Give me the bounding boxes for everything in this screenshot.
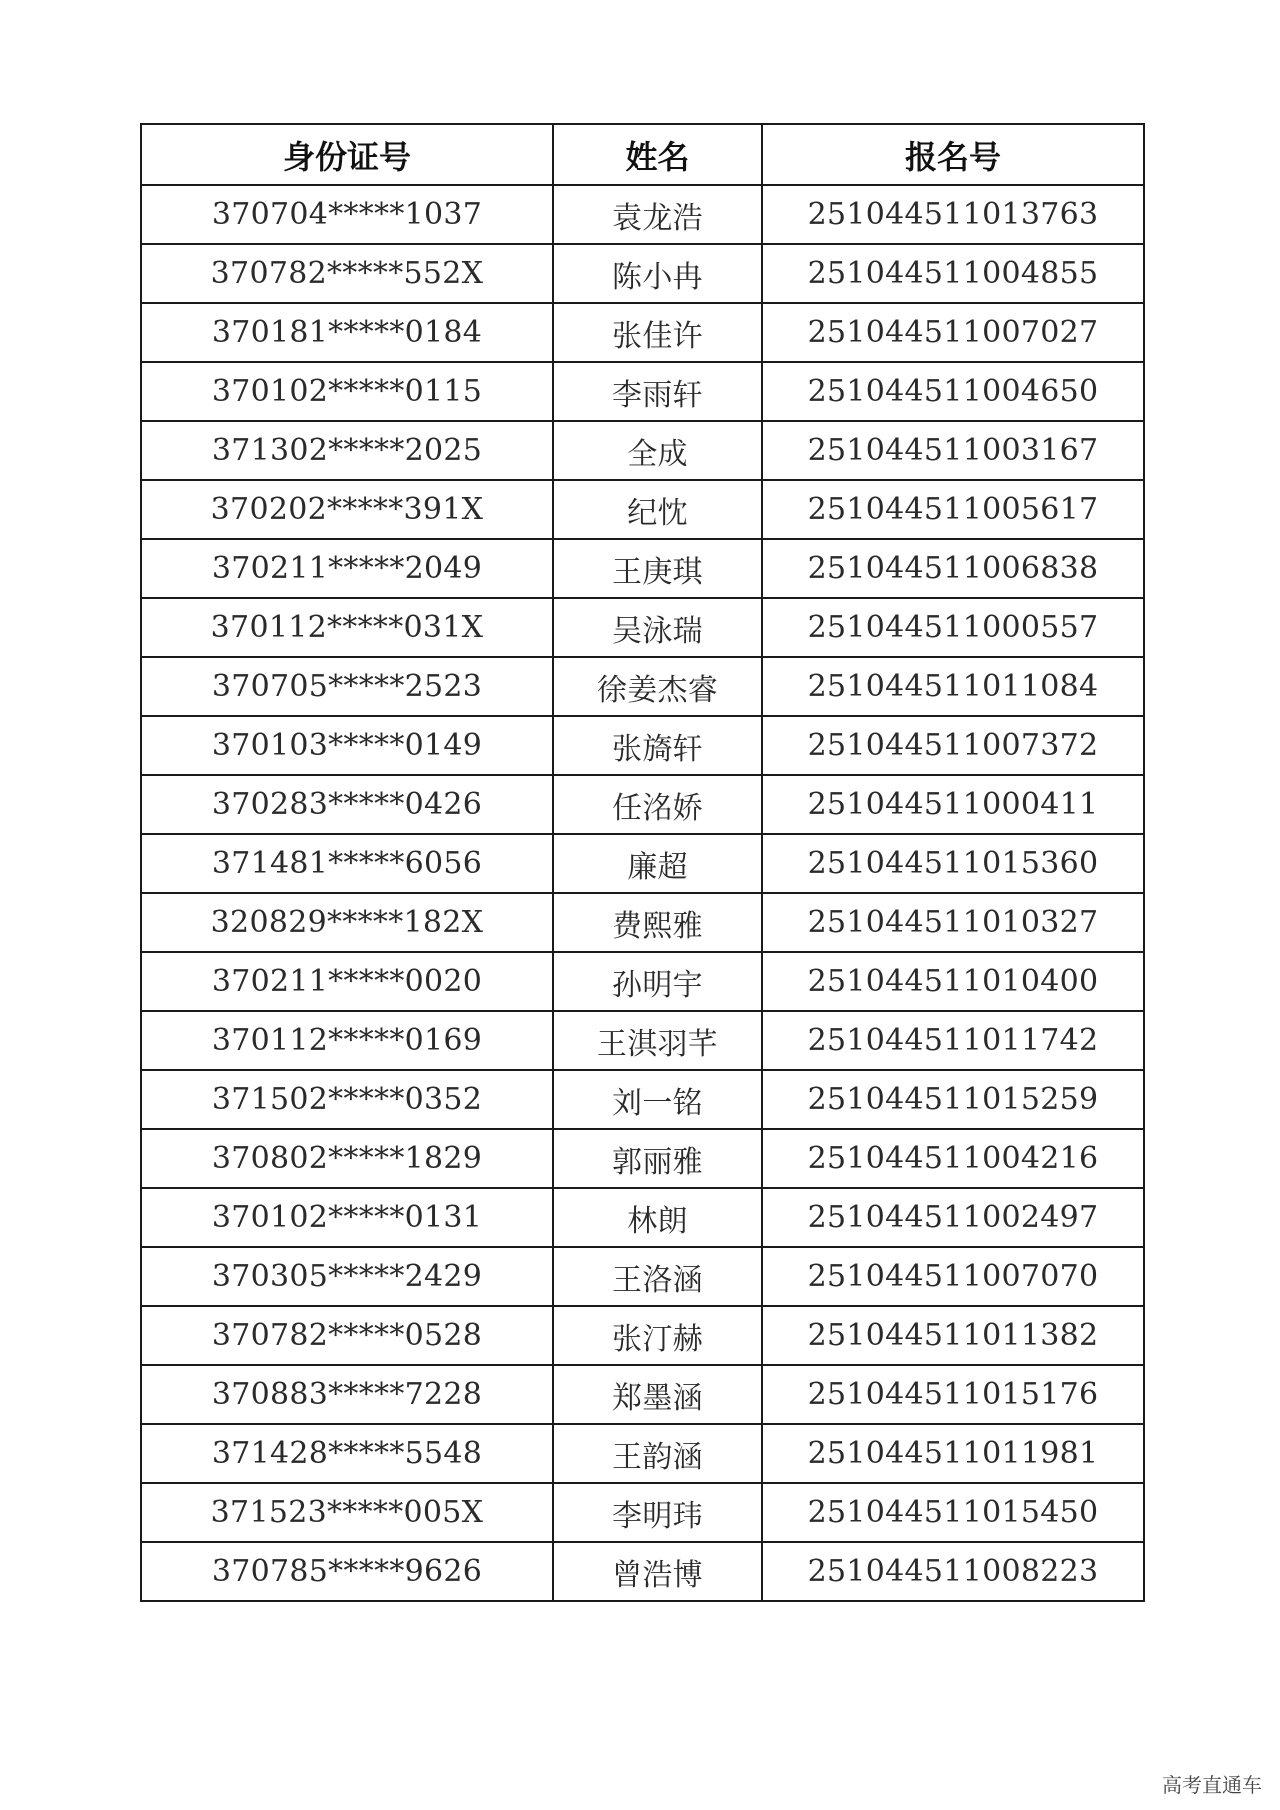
name-cell: 费熙雅 [553, 893, 762, 952]
registration-number-cell: 251044511004216 [762, 1129, 1144, 1188]
table-row [141, 303, 1144, 362]
registration-number-cell: 251044511007027 [762, 303, 1144, 362]
table-row [141, 1129, 1144, 1188]
id-number-cell: 370181*****0184 [141, 303, 553, 362]
id-number-cell: 371481*****6056 [141, 834, 553, 893]
id-number-cell: 370305*****2429 [141, 1247, 553, 1306]
table-row [141, 775, 1144, 834]
table-row [141, 421, 1144, 480]
id-number-cell: 371302*****2025 [141, 421, 553, 480]
registration-number-cell: 251044511010400 [762, 952, 1144, 1011]
registration-number-cell: 251044511004650 [762, 362, 1144, 421]
id-number-cell: 370785*****9626 [141, 1542, 553, 1601]
table-row [141, 1365, 1144, 1424]
name-cell: 林朗 [553, 1188, 762, 1247]
id-number-cell: 370883*****7228 [141, 1365, 553, 1424]
registration-number-cell: 251044511011981 [762, 1424, 1144, 1483]
watermark-label: 高考直通车 [1162, 1773, 1262, 1797]
registration-number-cell: 251044511006838 [762, 539, 1144, 598]
table-row [141, 1424, 1144, 1483]
header-registration-number: 报名号 [762, 124, 1144, 185]
registration-number-cell: 251044511011382 [762, 1306, 1144, 1365]
table-row [141, 952, 1144, 1011]
table-row [141, 539, 1144, 598]
table-row [141, 1188, 1144, 1247]
name-cell: 曾浩博 [553, 1542, 762, 1601]
registration-number-cell: 251044511015259 [762, 1070, 1144, 1129]
table-row [141, 244, 1144, 303]
name-cell: 徐姜杰睿 [553, 657, 762, 716]
header-name: 姓名 [553, 124, 762, 185]
id-number-cell: 371523*****005X [141, 1483, 553, 1542]
table-row [141, 598, 1144, 657]
table-row [141, 1542, 1144, 1601]
name-cell: 王韵涵 [553, 1424, 762, 1483]
id-number-cell: 370705*****2523 [141, 657, 553, 716]
id-number-cell: 370802*****1829 [141, 1129, 553, 1188]
registration-number-cell: 251044511002497 [762, 1188, 1144, 1247]
table-row [141, 834, 1144, 893]
name-cell: 郭丽雅 [553, 1129, 762, 1188]
name-cell: 任洺娇 [553, 775, 762, 834]
roster-table [140, 123, 1145, 1602]
name-cell: 王洛涵 [553, 1247, 762, 1306]
name-cell: 吴泳瑞 [553, 598, 762, 657]
name-cell: 李明玮 [553, 1483, 762, 1542]
name-cell: 纪忱 [553, 480, 762, 539]
header-id-number: 身份证号 [141, 124, 553, 185]
registration-number-cell: 251044511003167 [762, 421, 1144, 480]
table-row [141, 480, 1144, 539]
id-number-cell: 370211*****0020 [141, 952, 553, 1011]
table-row [141, 1011, 1144, 1070]
registration-number-cell: 251044511005617 [762, 480, 1144, 539]
id-number-cell: 370103*****0149 [141, 716, 553, 775]
registration-number-cell: 251044511004855 [762, 244, 1144, 303]
registration-number-cell: 251044511000557 [762, 598, 1144, 657]
registration-number-cell: 251044511015176 [762, 1365, 1144, 1424]
registration-number-cell: 251044511011742 [762, 1011, 1144, 1070]
table-row [141, 1070, 1144, 1129]
name-cell: 李雨轩 [553, 362, 762, 421]
id-number-cell: 371502*****0352 [141, 1070, 553, 1129]
table-row [141, 1247, 1144, 1306]
id-number-cell: 370112*****0169 [141, 1011, 553, 1070]
table-body [141, 185, 1144, 1601]
name-cell: 刘一铭 [553, 1070, 762, 1129]
registration-number-cell: 251044511010327 [762, 893, 1144, 952]
id-number-cell: 370102*****0115 [141, 362, 553, 421]
header-row [141, 124, 1144, 185]
name-cell: 张旖轩 [553, 716, 762, 775]
table-row [141, 1483, 1144, 1542]
registration-number-cell: 251044511000411 [762, 775, 1144, 834]
registration-number-cell: 251044511013763 [762, 185, 1144, 244]
id-number-cell: 370202*****391X [141, 480, 553, 539]
registration-number-cell: 251044511008223 [762, 1542, 1144, 1601]
name-cell: 全成 [553, 421, 762, 480]
name-cell: 郑墨涵 [553, 1365, 762, 1424]
id-number-cell: 370704*****1037 [141, 185, 553, 244]
id-number-cell: 370102*****0131 [141, 1188, 553, 1247]
table-row [141, 185, 1144, 244]
name-cell: 陈小冉 [553, 244, 762, 303]
table-row [141, 657, 1144, 716]
registration-number-cell: 251044511007070 [762, 1247, 1144, 1306]
id-number-cell: 370211*****2049 [141, 539, 553, 598]
registration-number-cell: 251044511011084 [762, 657, 1144, 716]
table-row [141, 1306, 1144, 1365]
name-cell: 孙明宇 [553, 952, 762, 1011]
registration-number-cell: 251044511007372 [762, 716, 1144, 775]
registration-number-cell: 251044511015450 [762, 1483, 1144, 1542]
id-number-cell: 371428*****5548 [141, 1424, 553, 1483]
id-number-cell: 370782*****552X [141, 244, 553, 303]
id-number-cell: 320829*****182X [141, 893, 553, 952]
id-number-cell: 370283*****0426 [141, 775, 553, 834]
table-row [141, 893, 1144, 952]
name-cell: 王淇羽芊 [553, 1011, 762, 1070]
name-cell: 王庚琪 [553, 539, 762, 598]
table-row [141, 362, 1144, 421]
name-cell: 张汀赫 [553, 1306, 762, 1365]
table-row [141, 716, 1144, 775]
registration-number-cell: 251044511015360 [762, 834, 1144, 893]
name-cell: 张佳许 [553, 303, 762, 362]
id-number-cell: 370112*****031X [141, 598, 553, 657]
id-number-cell: 370782*****0528 [141, 1306, 553, 1365]
name-cell: 袁龙浩 [553, 185, 762, 244]
name-cell: 廉超 [553, 834, 762, 893]
